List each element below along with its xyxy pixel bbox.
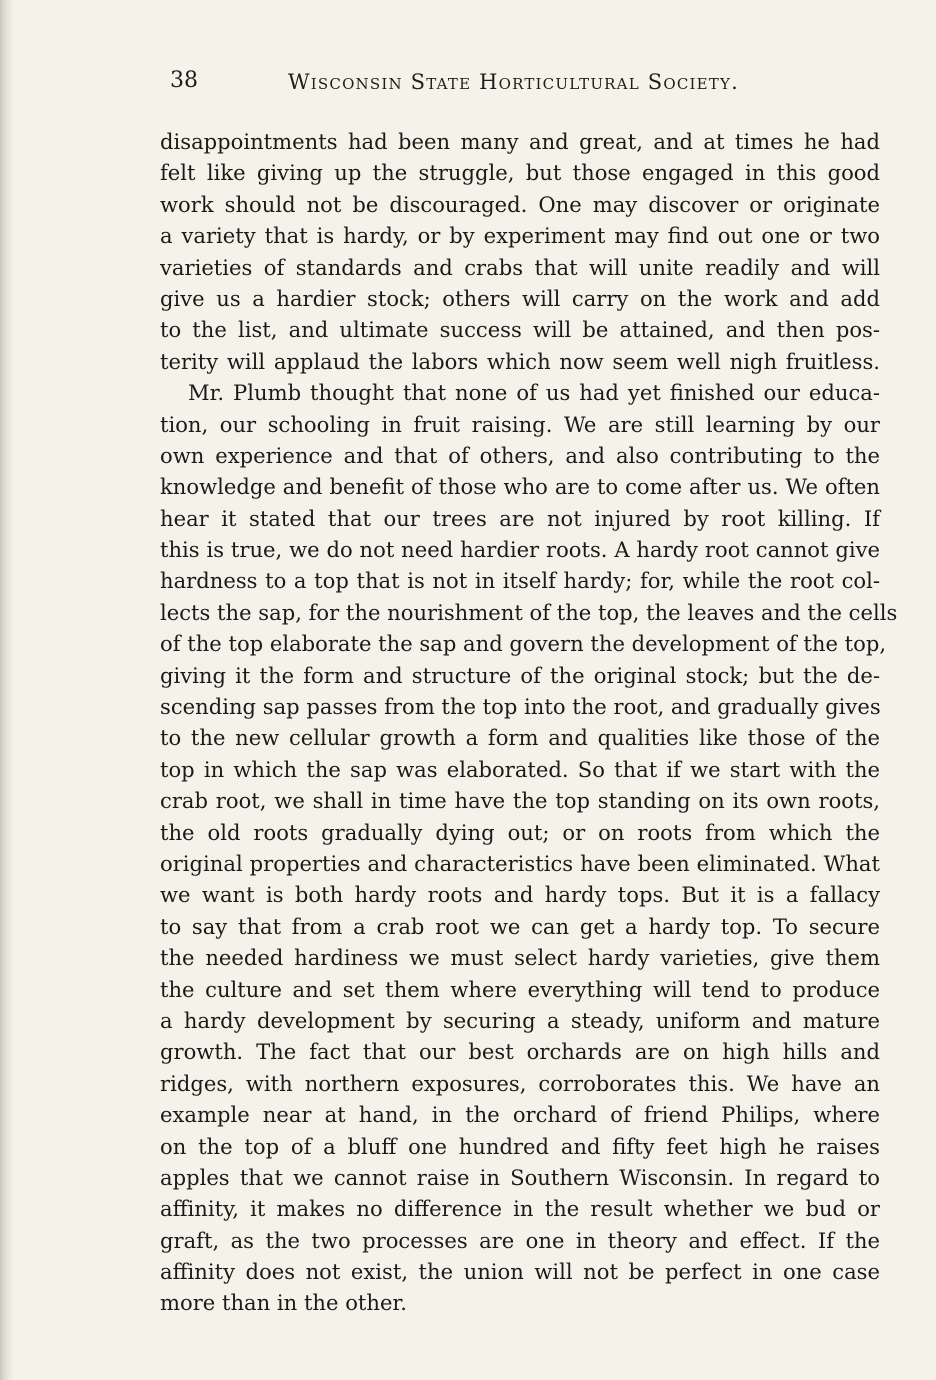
page-number: 38 [170,68,198,93]
body-text [160,126,898,1319]
text-line: ridges, with northern exposures, corroborates this. We have an [160,1070,880,1096]
text-line: top in which the sap was elaborated. So that if we start with the [160,756,880,782]
text-line: crab root, we shall in time have the top standing on its own roots, [160,788,880,814]
text-line: felt like giving up the struggle, but those engaged in this good [160,160,880,186]
paragraph-1 [160,126,880,377]
paragraph-2 [160,377,898,1319]
text-line: varieties of standards and crabs that will unite readily and will [160,254,880,280]
text-line: a variety that is hardy, or by experiment may find out one or two [160,223,880,249]
text-line: to the list, and ultimate success will be attained, and then pos- [160,317,880,343]
text-line: to say that from a crab root we can get a hardy top. To secure [160,913,880,939]
text-line: a hardy development by securing a steady, uniform and mature [160,1007,880,1033]
text-line: on the top of a bluff one hundred and fifty feet high he raises [160,1133,880,1159]
text-line: original properties and characteristics have been eliminated. What [160,850,880,876]
text-line: more than in the other. [160,1290,407,1316]
text-line: Mr. Plumb thought that none of us had yet finished our educa- [188,380,880,406]
text-line: terity will applaud the labors which now seem well nigh fruitless. [160,348,880,374]
page-header [170,66,880,100]
text-line: hear it stated that our trees are not injured by root killing. If [160,505,880,531]
text-line: this is true, we do not need hardier roots. A hardy root cannot give [160,537,880,563]
text-line: hardness to a top that is not in itself hardy; for, while the root col- [160,568,880,594]
text-line: affinity does not exist, the union will not be perfect in one case [160,1259,880,1285]
running-head: Wisconsin State Horticultural Society. [288,70,739,94]
text-line: example near at hand, in the orchard of friend Philips, where [160,1102,880,1128]
text-line: give us a hardier stock; others will carry on the work and add [160,285,880,311]
text-line: the culture and set them where everything will tend to produce [160,976,880,1002]
text-line: the old roots gradually dying out; or on roots from which the [160,819,880,845]
text-line: we want is both hardy roots and hardy tops. But it is a fallacy [160,882,880,908]
text-line: affinity, it makes no difference in the result whether we bud or [160,1196,880,1222]
text-line: the needed hardiness we must select hardy varieties, give them [160,945,880,971]
text-line: knowledge and benefit of those who are to come after us. We often [160,474,880,500]
page-binding-edge [0,0,14,1380]
text-line: scending sap passes from the top into the root, and gradually gives [160,694,881,720]
text-line: work should not be discouraged. One may discover or originate [160,191,880,217]
text-line: giving it the form and structure of the original stock; but the de- [160,662,880,688]
text-line: own experience and that of others, and also contributing to the [160,442,880,468]
text-line: tion, our schooling in fruit raising. We are still learning by our [160,411,880,437]
text-line: apples that we cannot raise in Southern Wisconsin. In regard to [160,1164,880,1190]
text-line: of the top elaborate the sap and govern the development of the top, [160,631,887,657]
text-line: disappointments had been many and great, and at times he had [160,129,880,154]
text-line: graft, as the two processes are one in theory and effect. If the [160,1227,880,1253]
text-line: to the new cellular growth a form and qualities like those of the [160,725,880,751]
text-line: lects the sap, for the nourishment of the top, the leaves and the cells [160,599,898,625]
text-line: growth. The fact that our best orchards are on high hills and [160,1039,880,1065]
